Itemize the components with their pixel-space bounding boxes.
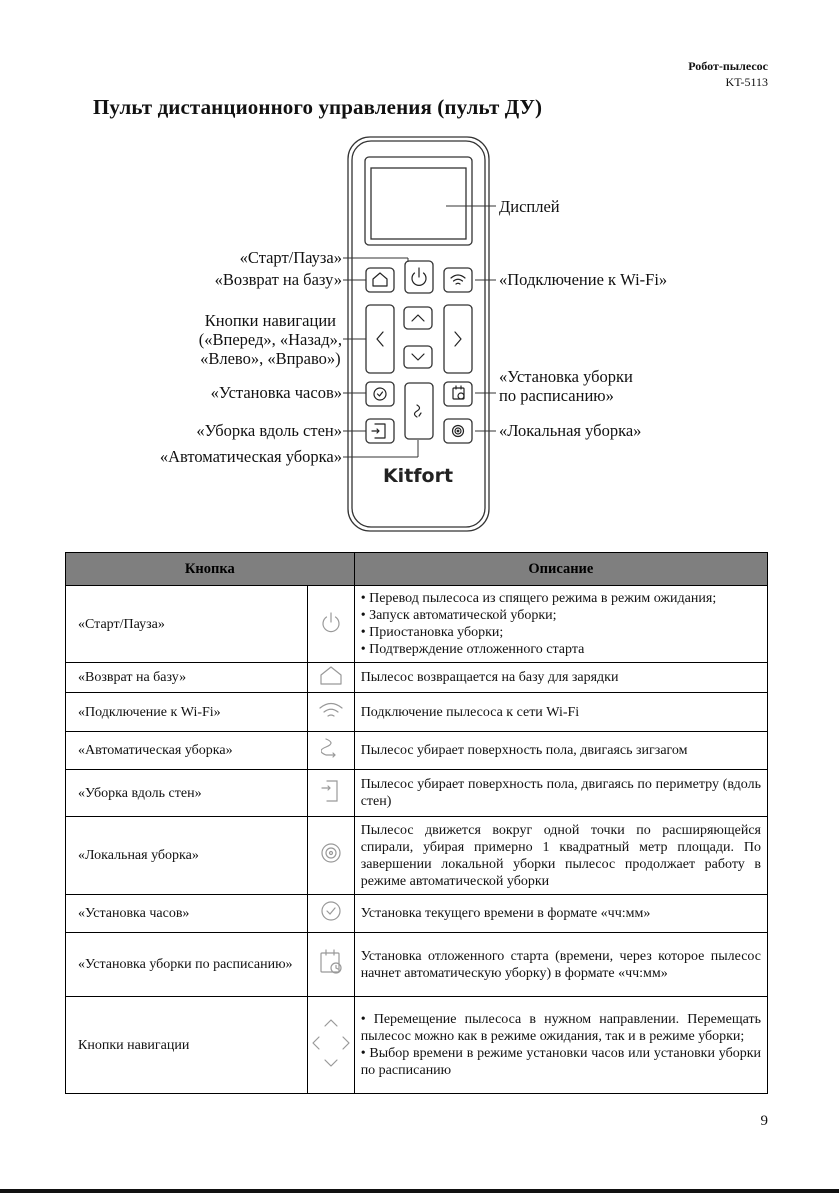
spiral-icon bbox=[308, 817, 355, 895]
schedule-button bbox=[444, 382, 472, 406]
row-name: «Локальная уборка» bbox=[66, 817, 308, 895]
spot-clean-button bbox=[444, 419, 472, 443]
power-icon bbox=[412, 268, 426, 285]
callout-wifi: «Подключение к Wi-Fi» bbox=[499, 270, 668, 289]
home-icon bbox=[373, 273, 387, 286]
wifi-icon bbox=[308, 693, 355, 732]
header-product: Робот-пылесос bbox=[688, 59, 768, 73]
row-bullet: • Перевод пылесоса из спящего режима в режим ожидания; bbox=[361, 590, 761, 607]
clock-button bbox=[366, 382, 394, 406]
callout-wall: «Уборка вдоль стен» bbox=[196, 421, 342, 440]
clock-icon bbox=[308, 895, 355, 933]
nav-down-button bbox=[404, 346, 432, 368]
callout-start-pause: «Старт/Пауза» bbox=[239, 248, 342, 267]
row-description: Пылесос убирает поверхность пола, двигаясь по периметру (вдоль стен) bbox=[354, 770, 767, 817]
row-name: «Установка часов» bbox=[66, 895, 308, 933]
callout-home: «Возврат на базу» bbox=[214, 270, 342, 289]
wall-cleaning-icon bbox=[372, 424, 385, 438]
row-name: «Подключение к Wi-Fi» bbox=[66, 693, 308, 732]
buttons-table bbox=[65, 552, 768, 1094]
wall-cleaning-icon bbox=[308, 770, 355, 817]
remote-control-illustration bbox=[0, 0, 839, 540]
row-bullet: • Запуск автоматической уборки; bbox=[361, 607, 761, 624]
wifi-button bbox=[444, 268, 472, 292]
table-row bbox=[66, 732, 768, 770]
nav-right-button bbox=[444, 305, 472, 373]
zigzag-icon bbox=[415, 405, 422, 417]
row-bullet: • Выбор времени в режиме установки часов или установки уборки по расписанию bbox=[360, 1046, 761, 1078]
row-description: Пылесос движется вокруг одной точки по расширяющейся спирали, убирая примерно 1 квадратный метр площади. По завершении локальной уборки пылесос продолжает работу в режиме автоматической уборки bbox=[354, 817, 767, 895]
brand-logo: Kitfort bbox=[382, 465, 454, 487]
row-description: Пылесос убирает поверхность пола, двигаясь зигзагом bbox=[354, 732, 767, 770]
schedule-icon bbox=[453, 386, 464, 399]
chevron-right-icon bbox=[455, 332, 461, 346]
nav-up-button bbox=[404, 307, 432, 329]
chevron-up-icon bbox=[412, 315, 424, 321]
home-icon bbox=[308, 663, 355, 693]
wifi-icon bbox=[451, 275, 465, 284]
row-name: «Старт/Пауза» bbox=[66, 586, 308, 663]
table-row bbox=[66, 770, 768, 817]
table-row bbox=[66, 693, 768, 732]
nav-left-button bbox=[366, 305, 394, 373]
header-model: KT-5113 bbox=[725, 75, 768, 89]
row-description: Установка текущего времени в формате «чч:мм» bbox=[354, 895, 767, 933]
table-row bbox=[66, 895, 768, 933]
callout-schedule: «Установка уборки по расписанию» bbox=[499, 367, 633, 405]
chevron-down-icon bbox=[412, 354, 424, 360]
chevron-left-icon bbox=[377, 332, 383, 346]
clock-icon bbox=[374, 388, 386, 400]
table-row bbox=[66, 663, 768, 693]
callout-clock: «Установка часов» bbox=[210, 383, 342, 402]
row-name: «Установка уборки по расписанию» bbox=[66, 933, 308, 997]
row-name: «Автоматическая уборка» bbox=[66, 732, 308, 770]
callout-display: Дисплей bbox=[499, 197, 560, 216]
display-frame bbox=[365, 157, 472, 245]
spiral-icon bbox=[453, 426, 464, 437]
row-description: Установка отложенного старта (времени, через которое пылесос начнет автоматическую уборку) в формате «чч:мм» bbox=[354, 933, 767, 997]
table-header-description: Описание bbox=[354, 553, 767, 586]
wall-clean-button bbox=[366, 419, 394, 443]
display-screen bbox=[371, 168, 466, 239]
row-name: «Уборка вдоль стен» bbox=[66, 770, 308, 817]
row-name: «Возврат на базу» bbox=[66, 663, 308, 693]
row-bullet: • Перемещение пылесоса в нужном направлении. Перемещать пылесос можно как в режиме ожидания, так и в режиме уборки; bbox=[360, 1012, 761, 1044]
table-row bbox=[66, 817, 768, 895]
row-description: Пылесос возвращается на базу для зарядки bbox=[354, 663, 767, 693]
table-row bbox=[66, 997, 768, 1094]
row-bullet: • Подтверждение отложенного старта bbox=[361, 641, 761, 658]
page-number: 9 bbox=[760, 1113, 768, 1129]
row-name: Кнопки навигации bbox=[66, 997, 308, 1094]
row-description bbox=[354, 586, 767, 663]
callout-auto: «Автоматическая уборка» bbox=[159, 447, 342, 466]
bottom-border bbox=[0, 1189, 839, 1193]
callout-nav: Кнопки навигации («Вперед», «Назад», «Влево», «Вправо») bbox=[198, 311, 342, 368]
schedule-icon bbox=[308, 933, 355, 997]
power-icon bbox=[308, 586, 355, 663]
home-button bbox=[366, 268, 394, 292]
page-title: Пульт дистанционного управления (пульт ДУ) bbox=[93, 95, 543, 119]
auto-clean-button bbox=[405, 383, 433, 439]
navigation-arrows-icon bbox=[308, 997, 355, 1094]
row-description bbox=[354, 997, 767, 1094]
table-header-button: Кнопка bbox=[66, 553, 355, 586]
zigzag-icon bbox=[308, 732, 355, 770]
table-row bbox=[66, 933, 768, 997]
callout-spot: «Локальная уборка» bbox=[499, 421, 642, 440]
row-description: Подключение пылесоса к сети Wi-Fi bbox=[354, 693, 767, 732]
row-bullet: • Приостановка уборки; bbox=[361, 624, 761, 641]
table-row bbox=[66, 586, 768, 663]
